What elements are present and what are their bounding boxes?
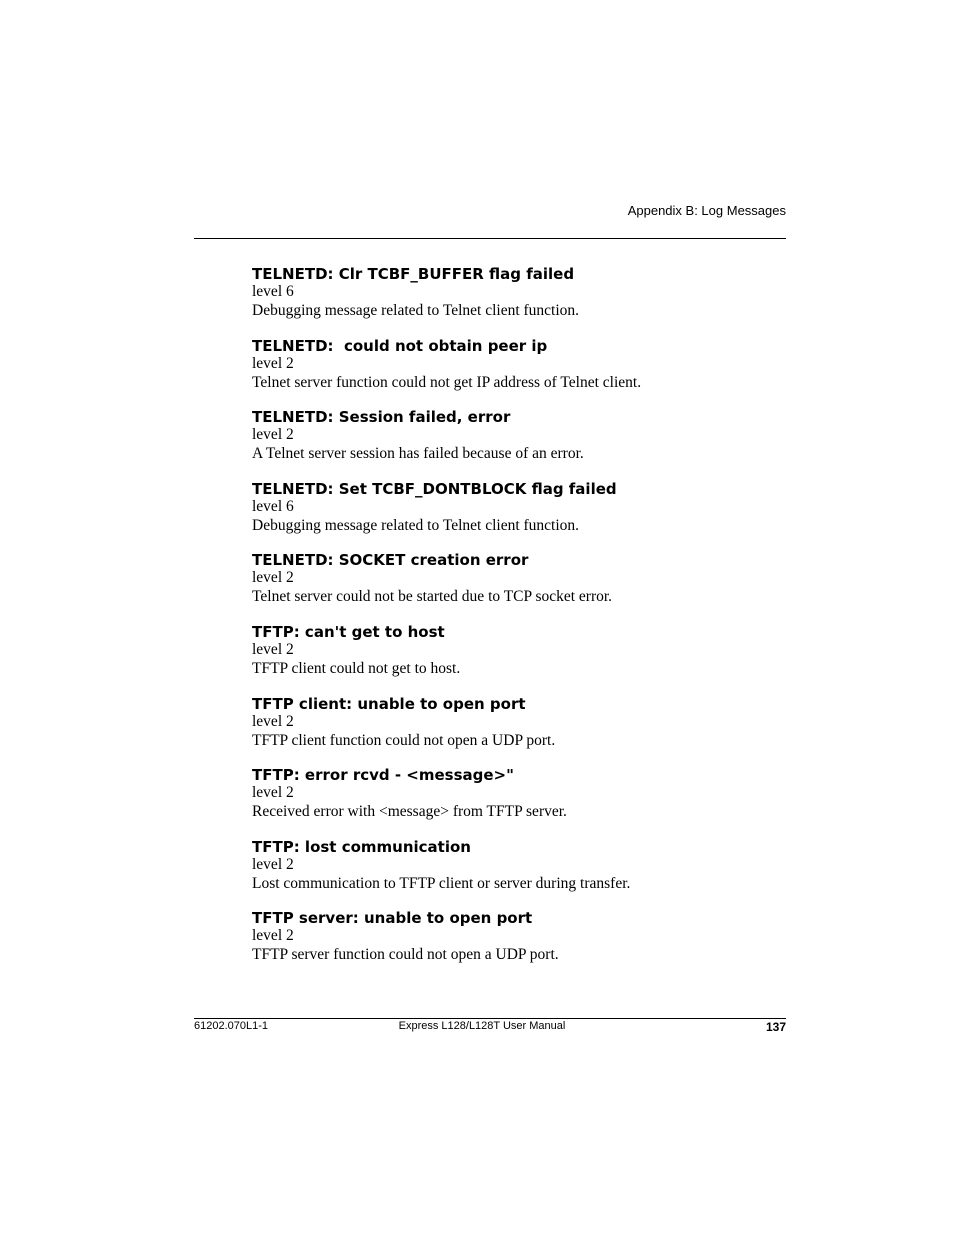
log-entry-level: level 2 <box>252 712 294 730</box>
log-entry-description: TFTP client could not get to host. <box>252 659 461 677</box>
log-entry-title: TFTP: can't get to host <box>252 622 445 641</box>
log-entry-description: Debugging message related to Telnet client function. <box>252 302 580 319</box>
log-entry <box>252 480 786 552</box>
log-entry-title: TELNETD: Set TCBF_DONTBLOCK flag failed <box>252 479 617 498</box>
log-entry-description: TFTP server function could not open a UDP port. <box>252 946 559 964</box>
log-entry-description: TFTP client function could not open a UDP port. <box>252 731 556 749</box>
log-entry-title: TELNETD: Clr TCBF_BUFFER flag failed <box>252 265 575 283</box>
log-entry-level: level 6 <box>252 497 294 515</box>
log-entry-level: level 6 <box>252 283 294 300</box>
log-entry-title: TFTP server: unable to open port <box>252 909 533 928</box>
log-entry <box>252 695 786 767</box>
log-entry-level: level 2 <box>252 569 294 587</box>
log-entry-title: TFTP: error rcvd - <message>" <box>252 766 514 785</box>
document-number: 61202.070L1-1 <box>194 1020 269 1032</box>
log-entry-level: level 2 <box>252 426 294 444</box>
footer-divider <box>194 1018 786 1019</box>
page-number: 137 <box>765 1020 786 1034</box>
log-entry-description: Lost communication to TFTP client or server during transfer. <box>252 874 631 892</box>
log-entry-level: level 2 <box>252 640 294 658</box>
log-entry-title: TELNETD: SOCKET creation error <box>252 551 529 570</box>
log-entry-description: A Telnet server session has failed because of an error. <box>252 445 584 463</box>
log-message-list <box>252 265 786 981</box>
log-entry <box>252 337 786 409</box>
log-entry <box>252 408 786 480</box>
log-entry <box>252 838 786 910</box>
log-entry-description: Debugging message related to Telnet client function. <box>252 516 580 534</box>
log-entry <box>252 265 786 337</box>
manual-title: Express L128/L128T User Manual <box>398 1020 566 1032</box>
log-entry-title: TFTP: lost communication <box>252 837 471 856</box>
log-entry-title: TELNETD: Session failed, error <box>252 408 511 427</box>
log-entry-description: Telnet server could not be started due to TCP socket error. <box>252 588 613 606</box>
log-entry <box>252 909 786 981</box>
log-entry <box>252 766 786 838</box>
log-entry <box>252 551 786 623</box>
log-entry-description: Telnet server function could not get IP address of Telnet client. <box>252 373 642 391</box>
log-entry-description: Received error with <message> from TFTP server. <box>252 803 567 821</box>
log-entry-level: level 2 <box>252 855 294 873</box>
header-divider <box>194 238 786 239</box>
log-entry-level: level 2 <box>252 927 294 945</box>
log-entry-level: level 2 <box>252 784 294 802</box>
log-entry <box>252 623 786 695</box>
log-entry-level: level 2 <box>252 354 294 372</box>
log-entry-title: TELNETD: could not obtain peer ip <box>252 336 548 355</box>
running-header: Appendix B: Log Messages <box>627 203 786 218</box>
log-entry-title: TFTP client: unable to open port <box>252 694 526 713</box>
